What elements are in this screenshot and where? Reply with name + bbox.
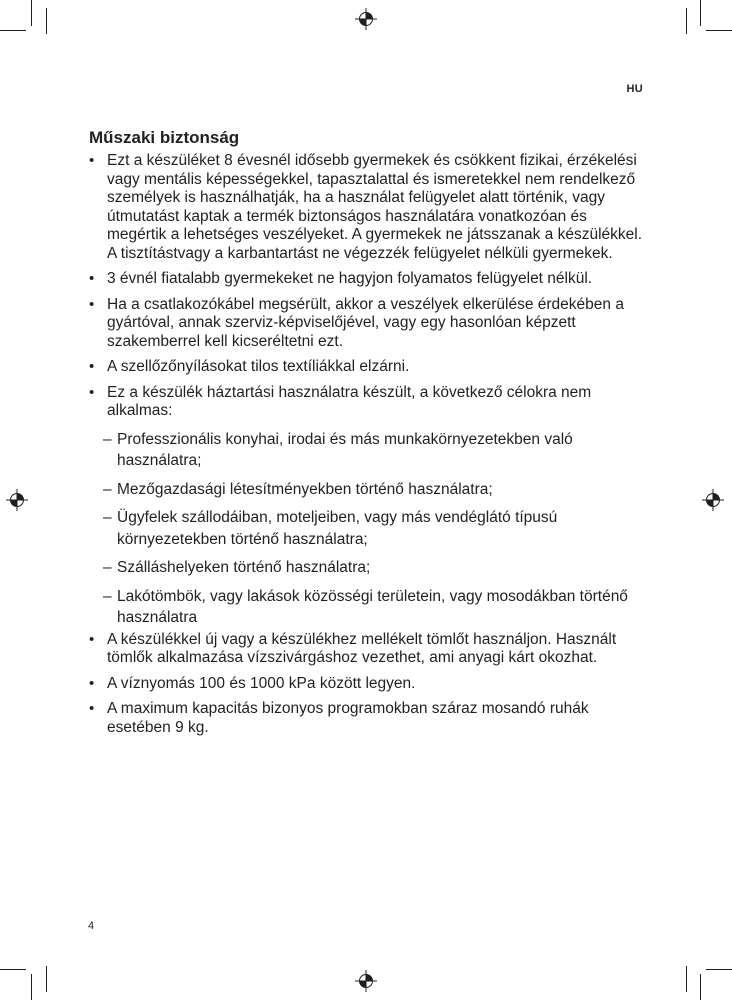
list-item-text: A víznyomás 100 és 1000 kPa között legyen. bbox=[107, 674, 416, 692]
sub-list-item-text: Szálláshelyeken történő használatra; bbox=[117, 559, 371, 576]
bullet-icon: • bbox=[89, 700, 95, 717]
safety-section bbox=[89, 128, 649, 744]
list-item bbox=[89, 384, 649, 421]
sub-list-item-text: Mezőgazdasági létesítményekben történő használatra; bbox=[117, 480, 493, 498]
registration-mark-icon bbox=[702, 489, 724, 511]
dash-icon: – bbox=[103, 480, 112, 498]
safety-list bbox=[89, 152, 649, 421]
crop-mark bbox=[686, 966, 687, 992]
crop-mark bbox=[31, 974, 32, 1000]
crop-mark bbox=[46, 8, 47, 34]
bullet-icon: • bbox=[89, 295, 95, 313]
sub-list-item-text: Professzionális konyhai, irodai és más munkakörnyezetekben való használatra; bbox=[117, 430, 573, 469]
bullet-icon: • bbox=[89, 674, 95, 692]
crop-mark bbox=[46, 966, 47, 992]
bullet-icon: • bbox=[89, 383, 95, 401]
registration-mark-icon bbox=[355, 8, 377, 30]
page-number: 4 bbox=[88, 920, 95, 932]
crop-mark bbox=[0, 969, 26, 970]
list-item bbox=[89, 700, 649, 737]
sub-list-item-text: Ügyfelek szállodáiban, moteljeiben, vagy más vendéglátó típusú környezetekben történő használatra; bbox=[117, 509, 558, 548]
bullet-icon: • bbox=[89, 152, 95, 169]
registration-mark-icon bbox=[6, 489, 28, 511]
registration-mark-icon bbox=[355, 970, 377, 992]
sub-list-item bbox=[89, 557, 649, 579]
bullet-icon: • bbox=[89, 358, 95, 375]
list-item bbox=[89, 675, 649, 694]
bullet-icon: • bbox=[89, 630, 95, 648]
dash-icon: – bbox=[103, 509, 112, 526]
list-item-text: Ez a készülék háztartási használatra készült, a következő célokra nem alkalmas: bbox=[107, 383, 592, 419]
crop-mark bbox=[700, 974, 701, 1000]
sub-list-item bbox=[89, 479, 649, 501]
bullet-icon: • bbox=[89, 270, 95, 287]
list-item-text: A szellőzőnyílásokat tilos textíliákkal elzárni. bbox=[107, 358, 410, 375]
crop-mark bbox=[706, 969, 732, 970]
list-item bbox=[89, 296, 649, 352]
list-item bbox=[89, 631, 649, 668]
list-item-text: A maximum kapacitás bizonyos programokban száraz mosandó ruhák esetében 9 kg. bbox=[107, 700, 589, 736]
dash-icon: – bbox=[103, 559, 112, 576]
section-heading: Műszaki biztonság bbox=[89, 128, 240, 147]
crop-mark bbox=[686, 8, 687, 34]
list-item bbox=[89, 270, 649, 289]
crop-mark bbox=[706, 30, 732, 31]
list-item-text: 3 évnél fiatalabb gyermekeket ne hagyjon folyamatos felügyelet nélkül. bbox=[107, 270, 593, 287]
safety-list-continued bbox=[89, 631, 649, 738]
crop-mark bbox=[700, 0, 701, 26]
list-item-text: Ezt a készüléket 8 évesnél idősebb gyermekek és csökkent fizikai, érzékelési vagy mentális képességekkel, tapasztalattal és ismeretekkel nem rendelkező személyek is használhatják, ha a használat felügyelet alatt történik, vagy útmutatást kaptak a termék biztonságos használatára vonatkozóan és megértik a lehetséges veszélyeket. A gyermekek ne játsszanak a készülékkel. A tisztítástvagy a karbantartást ne végezzék felügyelet nélküli gyermekek. bbox=[107, 152, 643, 262]
sub-list-item-text: Lakótömbök, vagy lakások közösségi területein, vagy mosodákban történő használatra bbox=[117, 587, 628, 626]
crop-mark bbox=[0, 30, 26, 31]
dash-icon: – bbox=[103, 587, 112, 605]
crop-mark bbox=[31, 0, 32, 26]
list-item-text: Ha a csatlakozókábel megsérült, akkor a veszélyek elkerülése érdekében a gyártóval, annak szerviz-képviselőjével, vagy egy hasonlóan képzett szakemberrel kell kicseréltetni ezt. bbox=[107, 295, 624, 350]
usage-exclusion-list bbox=[89, 429, 649, 629]
sub-list-item bbox=[89, 586, 649, 629]
list-item bbox=[89, 358, 649, 377]
dash-icon: – bbox=[103, 430, 112, 448]
language-code: HU bbox=[626, 83, 643, 95]
list-item bbox=[89, 152, 649, 263]
list-item-text: A készülékkel új vagy a készülékhez mellékelt tömlőt használjon. Használt tömlők alkalmazása vízszivárgáshoz vezethet, ami anyagi kárt okozhat. bbox=[107, 630, 617, 666]
sub-list-item bbox=[89, 429, 649, 472]
sub-list-item bbox=[89, 507, 649, 550]
